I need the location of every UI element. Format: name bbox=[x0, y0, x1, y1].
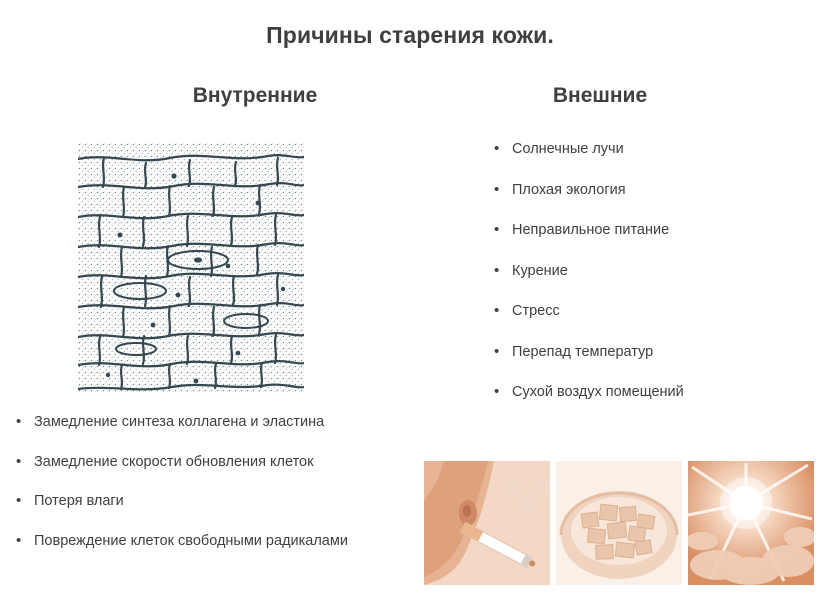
external-causes-list bbox=[488, 140, 788, 424]
list-item: • Потеря влаги bbox=[10, 492, 410, 512]
list-item: • Неправильное питание bbox=[488, 221, 788, 241]
list-item: • Замедление скорости обновления клеток bbox=[10, 453, 410, 473]
list-item: • Солнечные лучи bbox=[488, 140, 788, 160]
smoking-cigarette-photo bbox=[424, 461, 550, 585]
list-item: • Повреждение клеток свободными радикалами bbox=[10, 532, 410, 552]
list-item: • Перепад температур bbox=[488, 343, 788, 363]
sugar-cubes-bowl-photo bbox=[556, 461, 682, 585]
photo-strip bbox=[424, 461, 814, 585]
column-heading-internal: Внутренние bbox=[192, 84, 318, 107]
list-item: • Курение bbox=[488, 262, 788, 282]
sun-clouds-photo bbox=[688, 461, 814, 585]
page-title: Причины старения кожи. bbox=[266, 22, 554, 48]
column-heading-external: Внешние bbox=[552, 84, 648, 107]
internal-causes-list bbox=[10, 413, 410, 571]
list-item: • Плохая экология bbox=[488, 181, 788, 201]
list-item: • Стресс bbox=[488, 302, 788, 322]
skin-tissue-micrograph bbox=[78, 143, 304, 393]
list-item: • Сухой воздух помещений bbox=[488, 383, 788, 403]
list-item: • Замедление синтеза коллагена и эластина bbox=[10, 413, 410, 433]
